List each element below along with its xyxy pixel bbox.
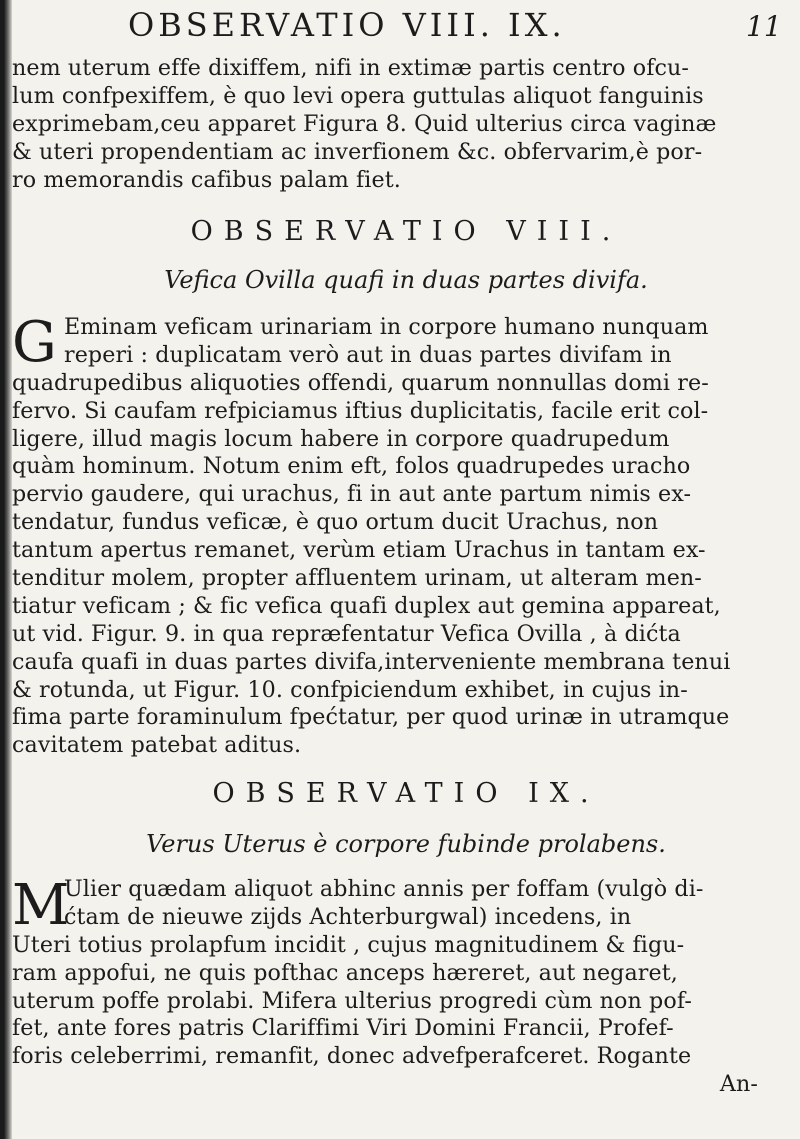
running-head-title: OBSERVATIO VIII. IX. xyxy=(128,6,566,44)
text-line: ut vid. Figur. 9. in qua repræfentatur Vefica Ovilla , à dićta xyxy=(12,620,681,647)
text-line: lum confpexiffem, è quo levi opera guttulas aliquot fanguinis xyxy=(12,82,704,109)
text-line: tenditur molem, propter affluentem urinam, ut alteram men- xyxy=(12,565,702,592)
binding-gutter xyxy=(0,0,12,1139)
drop-cap: M xyxy=(12,873,70,938)
text-line: ro memorandis cafibus palam fiet. xyxy=(12,166,401,193)
section-8-body xyxy=(12,310,788,760)
opening-paragraph xyxy=(12,55,788,194)
text-line: nem uterum effe dixiffem, nifi in extimæ partis centro ofcu- xyxy=(12,55,690,81)
text-line: Ulier quædam aliquot abhinc annis per foffam (vulgò di- xyxy=(64,876,704,902)
text-line: pervio gaudere, qui urachus, fi in aut ante partum nimis ex- xyxy=(12,481,692,508)
text-line: tantum apertus remanet, verùm etiam Urachus in tantam ex- xyxy=(12,537,706,564)
text-line: uterum poffe prolabi. Mifera ulterius progredi cùm non pof- xyxy=(12,987,692,1014)
text-line: reperi : duplicatam verò aut in duas partes divifam in xyxy=(64,341,672,368)
page-number: 11 xyxy=(746,10,782,43)
text-line: Eminam veficam urinariam in corpore humano nunquam xyxy=(64,314,709,340)
section-subtitle: Vefica Ovilla quafi in duas partes divifa. xyxy=(164,266,648,294)
text-line: ligere, illud magis locum habere in corpore quadrupedum xyxy=(12,425,670,452)
running-head xyxy=(12,6,782,50)
section-9-body xyxy=(12,873,788,1099)
text-line: fervo. Si caufam refpiciamus iftius duplicitatis, facile erit col- xyxy=(12,397,709,424)
text-line: tendatur, fundus veficæ, è quo ortum ducit Urachus, non xyxy=(12,509,659,536)
text-line: exprimebam,ceu apparet Figura 8. Quid ulterius circa vaginæ xyxy=(12,110,717,137)
text-line: fima parte foraminulum fpećtatur, per quod urinæ in utramque xyxy=(12,704,730,731)
text-line: & rotunda, ut Figur. 10. confpiciendum exhibet, in cujus in- xyxy=(12,676,688,703)
drop-cap: G xyxy=(12,310,57,375)
text-line: tiatur veficam ; & fic vefica quafi duplex aut gemina appareat, xyxy=(12,592,721,619)
text-line: quàm hominum. Notum enim eft, folos quadrupedes uracho xyxy=(12,453,691,480)
text-line: & uteri propendentiam ac inverfionem &c. obfervarim,è por- xyxy=(12,138,703,165)
text-line: ram appofui, ne quis pofthac anceps hæreret, aut negaret, xyxy=(12,959,678,986)
catchword: An- xyxy=(719,1071,758,1098)
text-line: caufa quafi in duas partes divifa,interveniente membrana tenui xyxy=(12,648,731,675)
text-line: ćtam de nieuwe zijds Achterburgwal) incedens, in xyxy=(64,903,632,930)
text-line: cavitatem patebat aditus. xyxy=(12,732,302,759)
text-line: fet, ante fores patris Clariffimi Viri Domini Francii, Profef- xyxy=(12,1015,674,1042)
text-line: foris celeberrimi, remanfit, donec advefperafceret. Rogante xyxy=(12,1043,692,1070)
book-page xyxy=(12,0,800,1139)
section-heading: OBSERVATIO IX. xyxy=(212,778,600,809)
section-heading: OBSERVATIO VIII. xyxy=(190,216,622,247)
text-line: quadrupedibus aliquoties offendi, quarum nonnullas domi re- xyxy=(12,369,709,396)
text-line: Uteri totius prolapfum incidit , cujus magnitudinem & figu- xyxy=(12,931,685,958)
section-subtitle: Verus Uterus è corpore fubinde prolabens. xyxy=(146,830,666,858)
